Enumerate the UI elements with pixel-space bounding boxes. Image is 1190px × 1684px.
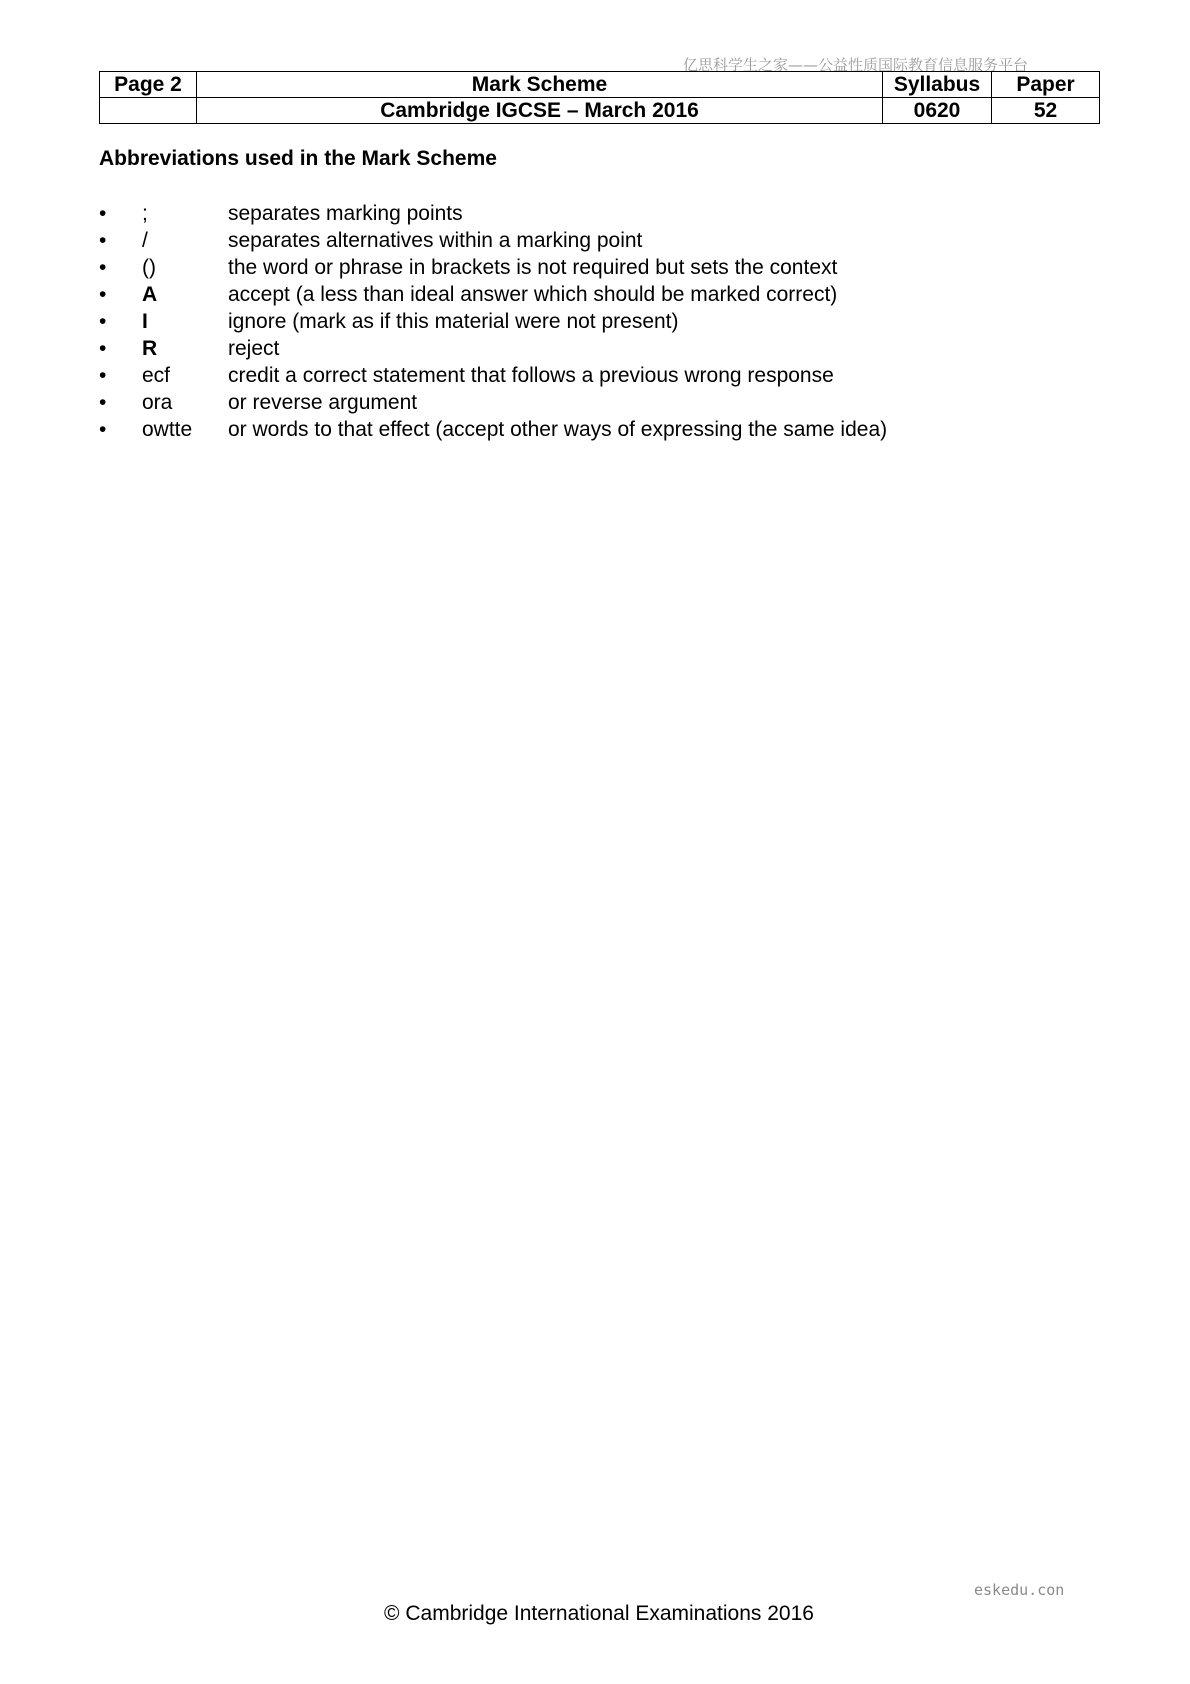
abbreviation-term: A	[142, 283, 158, 306]
watermark-bottom: eskedu.con	[974, 1581, 1065, 1599]
exam-name-cell: Cambridge IGCSE – March 2016	[197, 98, 883, 124]
abbreviation-term: ecf	[142, 364, 171, 387]
bullet-icon: •	[99, 337, 107, 360]
bullet-icon: •	[99, 202, 107, 225]
watermark-top: 亿思科学生之家——公益性质国际教育信息服务平台	[683, 56, 1029, 74]
bullet-icon: •	[99, 391, 107, 414]
empty-cell	[100, 98, 197, 124]
abbreviation-term: ()	[142, 256, 156, 279]
abbreviation-meaning: or words to that effect (accept other ways of expressing the same idea)	[228, 418, 888, 441]
section-heading: Abbreviations used in the Mark Scheme	[99, 147, 497, 170]
abbreviation-meaning: reject	[228, 337, 280, 360]
abbreviation-meaning: or reverse argument	[228, 391, 418, 414]
bullet-icon: •	[99, 229, 107, 252]
page-number-cell: Page 2	[100, 72, 197, 98]
header-table	[99, 71, 1100, 124]
bullet-icon: •	[99, 364, 107, 387]
abbreviation-meaning: ignore (mark as if this material were not present)	[228, 310, 679, 333]
abbreviation-term: ora	[142, 391, 173, 414]
paper-number-cell: 52	[992, 98, 1100, 124]
bullet-icon: •	[99, 283, 107, 306]
footer-copyright: © Cambridge International Examinations 2016	[384, 1602, 814, 1625]
abbreviation-meaning: separates alternatives within a marking point	[228, 229, 643, 252]
abbreviation-term: R	[142, 337, 158, 360]
syllabus-code-cell: 0620	[883, 98, 992, 124]
bullet-icon: •	[99, 418, 107, 441]
header-row-1	[100, 72, 1100, 98]
bullet-icon: •	[99, 256, 107, 279]
bullet-icon: •	[99, 310, 107, 333]
abbreviation-meaning: accept (a less than ideal answer which should be marked correct)	[228, 283, 838, 306]
header-row-2	[100, 98, 1100, 124]
abbreviation-term: /	[142, 229, 148, 252]
abbreviation-term: I	[142, 310, 148, 333]
abbreviation-meaning: the word or phrase in brackets is not required but sets the context	[228, 256, 838, 279]
syllabus-label-cell: Syllabus	[883, 72, 992, 98]
abbreviation-meaning: separates marking points	[228, 202, 463, 225]
abbreviation-meaning: credit a correct statement that follows a previous wrong response	[228, 364, 834, 387]
abbreviation-term: owtte	[142, 418, 193, 441]
abbreviation-term: ;	[142, 202, 148, 225]
paper-label-cell: Paper	[992, 72, 1100, 98]
document-title-cell: Mark Scheme	[197, 72, 883, 98]
